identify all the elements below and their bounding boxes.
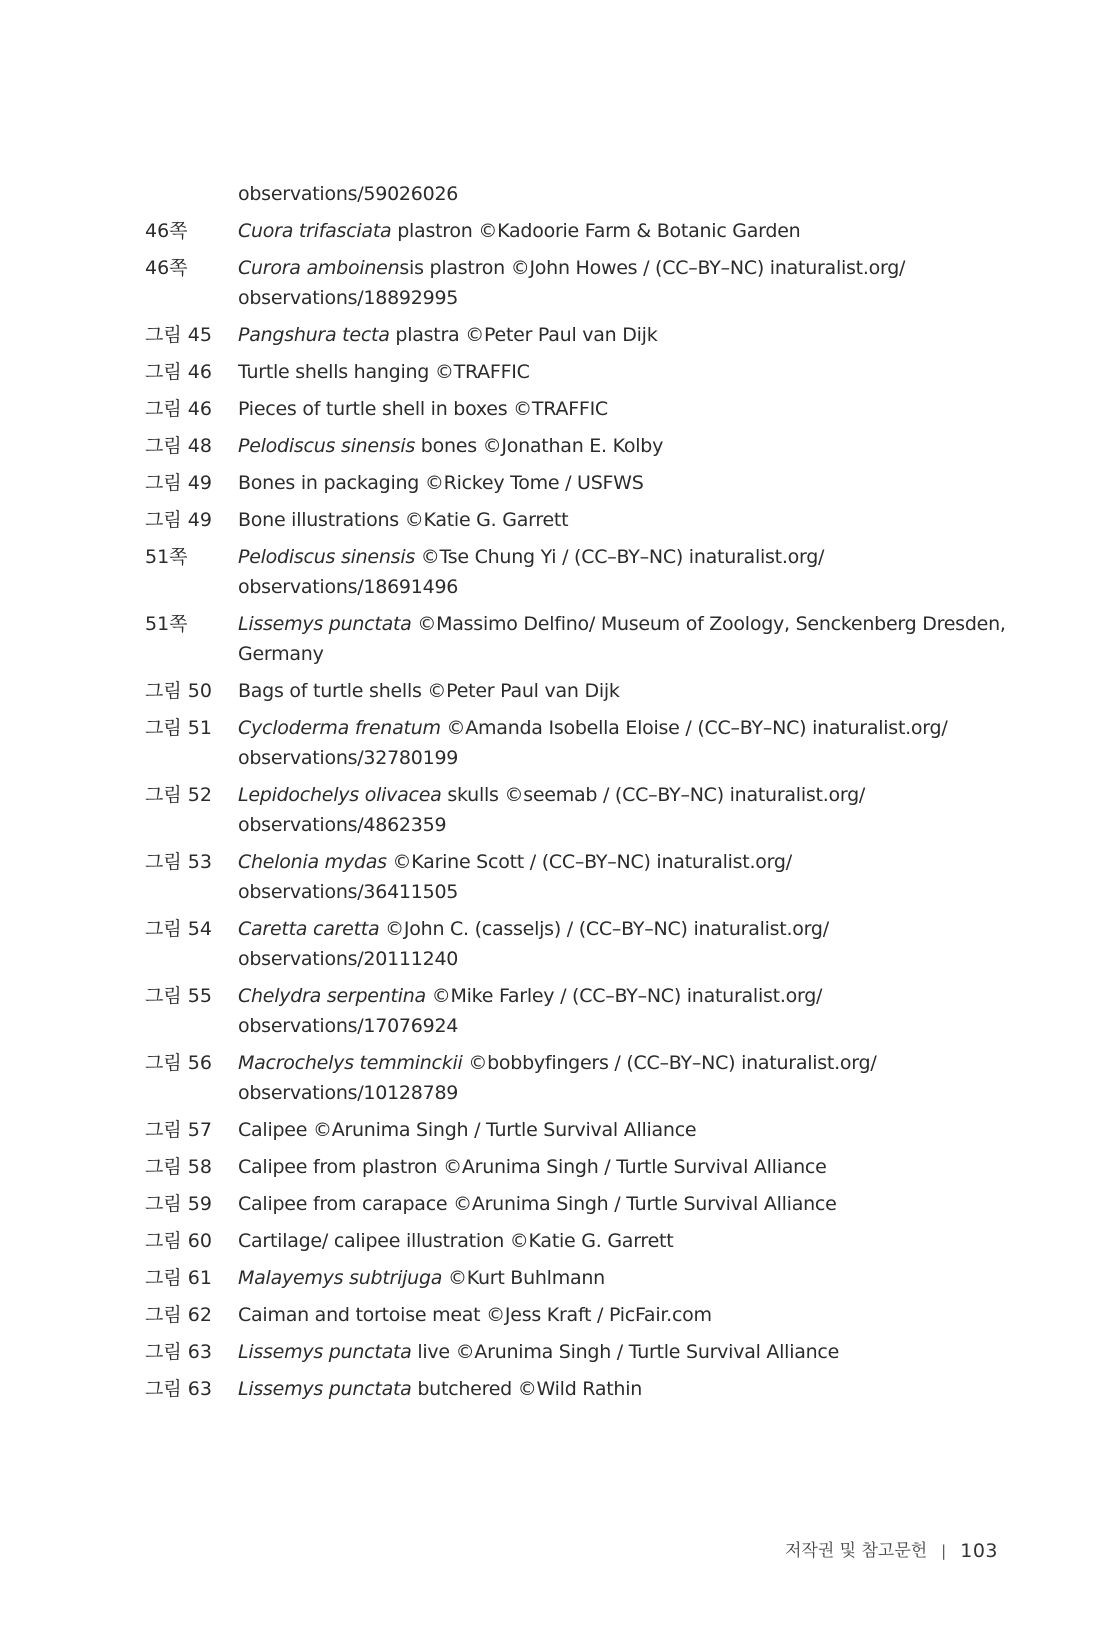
credit-figure-label: 그림 54	[145, 918, 212, 940]
credit-figure-label: 그림 48	[145, 435, 212, 457]
credit-figure-label: 그림 60	[145, 1230, 212, 1252]
credit-entry	[145, 357, 1015, 387]
credit-text: bones ©Jonathan E. Kolby	[415, 435, 664, 457]
credit-text: ©John C. (casseljs) / (CC–BY–NC) inaturalist.org/ observations/20111240	[238, 918, 829, 970]
credit-figure-label: 46쪽	[145, 220, 188, 242]
credit-text: ©Tse Chung Yi / (CC–BY–NC) inaturalist.org/ observations/18691496	[238, 546, 825, 598]
credit-entry	[145, 981, 1015, 1041]
credit-entry	[145, 394, 1015, 424]
credit-description	[238, 1374, 1015, 1404]
credit-figure-label: 그림 56	[145, 1052, 212, 1074]
species-name: Lissemys punctata	[238, 1341, 412, 1363]
credit-description	[238, 394, 1015, 424]
credit-description	[238, 1263, 1015, 1293]
credit-figure-label	[145, 179, 238, 209]
credit-text: plastron ©Kadoorie Farm & Botanic Garden	[391, 220, 801, 242]
credit-description	[238, 847, 1015, 907]
credit-entry	[145, 713, 1015, 773]
credit-text: Pieces of turtle shell in boxes ©TRAFFIC	[238, 398, 608, 420]
credit-figure-label: 51쪽	[145, 613, 188, 635]
credit-figure-label: 46쪽	[145, 257, 188, 279]
species-name: Cycloderma frenatum	[238, 717, 441, 739]
credit-entry	[145, 847, 1015, 907]
credit-description	[238, 1337, 1015, 1367]
credit-description	[238, 676, 1015, 706]
credit-entry	[145, 1152, 1015, 1182]
credit-entry	[145, 1189, 1015, 1219]
species-name: Cuora trifasciata	[238, 220, 392, 242]
credit-entry	[145, 1048, 1015, 1108]
credit-description	[238, 468, 1015, 498]
credit-figure-label: 그림 49	[145, 509, 212, 531]
credit-description	[238, 1189, 1015, 1219]
credit-figure-label: 그림 61	[145, 1267, 212, 1289]
credit-entry	[145, 253, 1015, 313]
credit-text: sis plastron ©John Howes / (CC–BY–NC) inaturalist.org/ observations/18892995	[238, 257, 906, 309]
credit-entry	[145, 1337, 1015, 1367]
credit-text: Bones in packaging ©Rickey Tome / USFWS	[238, 472, 644, 494]
species-name: Malayemys subtrijuga	[238, 1267, 443, 1289]
credit-entry	[145, 542, 1015, 602]
credit-description	[238, 320, 1015, 350]
credit-description	[238, 357, 1015, 387]
credit-entry	[145, 609, 1015, 669]
credit-figure-label: 그림 46	[145, 361, 212, 383]
credit-description	[238, 1226, 1015, 1256]
credit-description	[238, 981, 1015, 1041]
credit-figure-label: 51쪽	[145, 546, 188, 568]
credit-figure-label: 그림 63	[145, 1341, 212, 1363]
credit-entry	[145, 1300, 1015, 1330]
credit-text: live ©Arunima Singh / Turtle Survival Alliance	[411, 1341, 840, 1363]
footer-section-title: 저작권 및 참고문헌	[784, 1541, 928, 1561]
credit-figure-label: 그림 52	[145, 784, 212, 806]
credit-entry	[145, 1226, 1015, 1256]
species-name: Lissemys punctata	[238, 1378, 412, 1400]
credit-text: Caiman and tortoise meat ©Jess Kraft / PicFair.com	[238, 1304, 712, 1326]
credit-text: Bags of turtle shells ©Peter Paul van Dijk	[238, 680, 620, 702]
credit-entry	[145, 431, 1015, 461]
species-name: Lepidochelys olivacea	[238, 784, 442, 806]
credit-figure-label: 그림 49	[145, 472, 212, 494]
credit-figure-label: 그림 55	[145, 985, 212, 1007]
credit-figure-label: 그림 58	[145, 1156, 212, 1178]
credit-text: Calipee ©Arunima Singh / Turtle Survival Alliance	[238, 1119, 697, 1141]
credit-text: ©Karine Scott / (CC–BY–NC) inaturalist.org/ observations/36411505	[238, 851, 792, 903]
credit-entry	[145, 320, 1015, 350]
species-name: Lissemys punctata	[238, 613, 412, 635]
credit-figure-label: 그림 59	[145, 1193, 212, 1215]
credit-description	[238, 505, 1015, 535]
credit-description	[238, 1152, 1015, 1182]
species-name: Pangshura tecta	[238, 324, 390, 346]
credit-description	[238, 1115, 1015, 1145]
credit-text: skulls ©seemab / (CC–BY–NC) inaturalist.org/ observations/4862359	[238, 784, 866, 836]
credit-entry	[145, 505, 1015, 535]
credit-description	[238, 216, 1015, 246]
species-name: Chelydra serpentina	[238, 985, 426, 1007]
credit-figure-label: 그림 57	[145, 1119, 212, 1141]
credit-description	[238, 914, 1015, 974]
credit-text: Cartilage/ calipee illustration ©Katie G. Garrett	[238, 1230, 674, 1252]
credit-description	[238, 1300, 1015, 1330]
credit-description	[238, 713, 1015, 773]
species-name: Chelonia mydas	[238, 851, 387, 873]
credit-entry	[145, 216, 1015, 246]
credit-text: ©Mike Farley / (CC–BY–NC) inaturalist.org/ observations/17076924	[238, 985, 823, 1037]
credit-figure-label: 그림 62	[145, 1304, 212, 1326]
credit-text: ©Kurt Buhlmann	[442, 1267, 605, 1289]
credit-entry	[145, 179, 1015, 209]
page-number: 103	[960, 1540, 998, 1562]
credit-figure-label: 그림 63	[145, 1378, 212, 1400]
credit-figure-label: 그림 51	[145, 717, 212, 739]
credit-entry	[145, 780, 1015, 840]
credit-description	[238, 253, 1015, 313]
footer-separator: |	[941, 1542, 947, 1560]
credits-list	[145, 179, 1015, 1411]
credit-description	[238, 1048, 1015, 1108]
credit-entry	[145, 1374, 1015, 1404]
credit-entry	[145, 468, 1015, 498]
credit-text: butchered ©Wild Rathin	[411, 1378, 643, 1400]
credit-description	[238, 780, 1015, 840]
credit-entry	[145, 1263, 1015, 1293]
page-footer	[785, 1539, 998, 1563]
credit-text: Calipee from carapace ©Arunima Singh / Turtle Survival Alliance	[238, 1193, 837, 1215]
species-name: Caretta caretta	[238, 918, 380, 940]
credit-text: Turtle shells hanging ©TRAFFIC	[238, 361, 530, 383]
credit-description	[238, 542, 1015, 602]
credit-entry	[145, 914, 1015, 974]
species-name: Pelodiscus sinensis	[238, 546, 415, 568]
credit-entry	[145, 1115, 1015, 1145]
species-name: Curora amboinen	[238, 257, 400, 279]
credit-figure-label: 그림 50	[145, 680, 212, 702]
credit-figure-label: 그림 46	[145, 398, 212, 420]
credit-text: plastra ©Peter Paul van Dijk	[389, 324, 658, 346]
credit-text: observations/59026026	[238, 183, 459, 205]
credit-figure-label: 그림 45	[145, 324, 212, 346]
species-name: Pelodiscus sinensis	[238, 435, 415, 457]
credit-text: ©Amanda Isobella Eloise / (CC–BY–NC) inaturalist.org/ observations/32780199	[238, 717, 948, 769]
credit-entry	[145, 676, 1015, 706]
species-name: Macrochelys temminckii	[238, 1052, 463, 1074]
credit-description	[238, 431, 1015, 461]
credit-text: ©bobbyfingers / (CC–BY–NC) inaturalist.org/ observations/10128789	[238, 1052, 877, 1104]
credit-figure-label: 그림 53	[145, 851, 212, 873]
credit-text: Bone illustrations ©Katie G. Garrett	[238, 509, 569, 531]
credit-description	[238, 609, 1015, 669]
credit-description	[238, 179, 1015, 209]
credit-text: Calipee from plastron ©Arunima Singh / Turtle Survival Alliance	[238, 1156, 827, 1178]
credit-text: ©Massimo Delfino/ Museum of Zoology, Senckenberg Dresden, Germany	[238, 613, 1006, 665]
